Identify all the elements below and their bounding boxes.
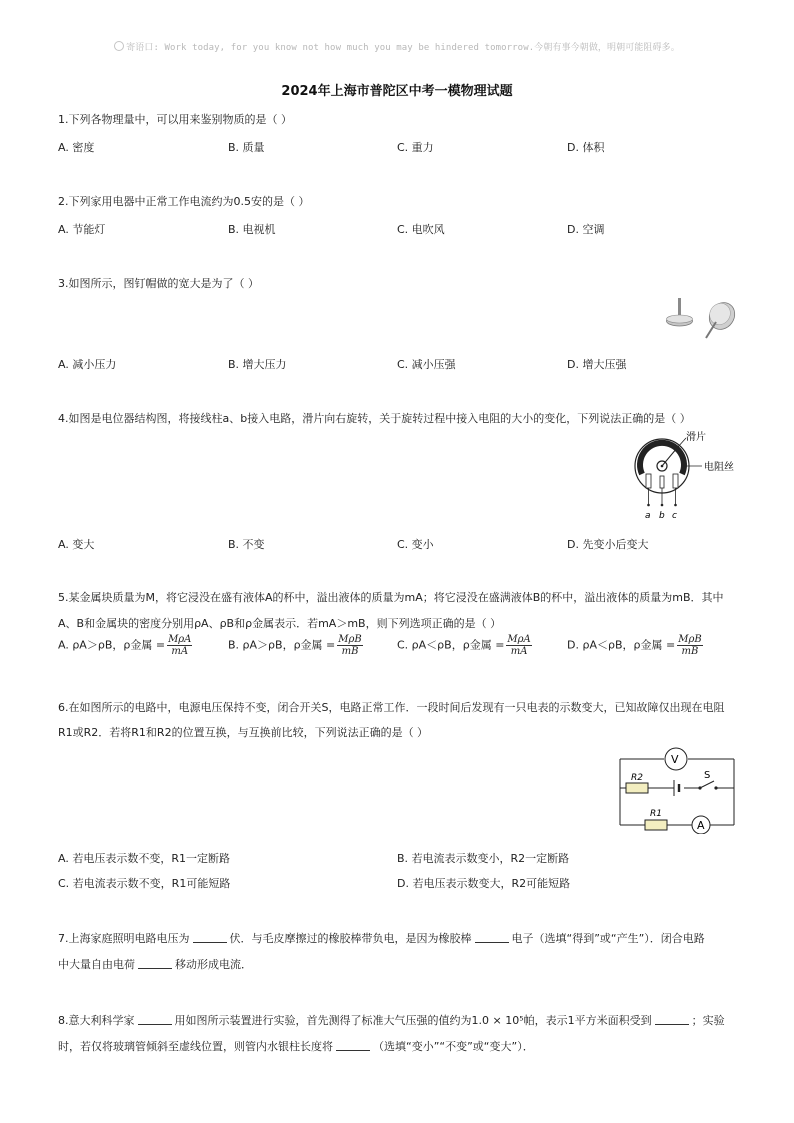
terminal-c-label: c [672, 511, 677, 521]
q5-option-a[interactable] [58, 634, 192, 657]
q1-option-c[interactable]: C. 重力 [397, 141, 434, 154]
resistor-r1-icon [645, 820, 667, 830]
fraction-denominator: mA [510, 646, 528, 657]
q1-option-b[interactable]: B. 质量 [228, 141, 265, 154]
fraction-denominator: mA [171, 646, 189, 657]
q6-stem-line2: R1或R2．若将R1和R2的位置互换，与互换前比较，下列说法正确的是（ ） [58, 726, 429, 739]
q2-stem: 2.下列家用电器中正常工作电流约为0.5安的是（ ） [58, 195, 310, 208]
thumbtack-figure [664, 294, 744, 344]
r2-label: R2 [631, 773, 643, 783]
q5-option-c-fraction [506, 634, 531, 657]
terminal-a-label: a [645, 511, 651, 521]
q7-line1 [58, 932, 738, 946]
q6-stem-line1: 6.在如图所示的电路中，电源电压保持不变，闭合开关S，电路正常工作．一段时间后发现有一只电表的示数变大，已知故障仅出现在电阻 [58, 701, 725, 714]
q5-option-b[interactable] [228, 634, 363, 657]
q7-blank-2[interactable] [475, 932, 509, 943]
q4-stem: 4.如图是电位器结构图，将接线柱a、b接入电路，滑片向右旋转，关于旋转过程中接入电阻的大小的变化，下列说法正确的是（ ） [58, 412, 691, 425]
q5-stem-line2: A、B和金属块的密度分别用ρA、ρB和ρ金属表示．若mA＞mB，则下列选项正确的是（ ） [58, 617, 502, 630]
resistor-r2-icon [626, 783, 648, 793]
q8-blank-2[interactable] [655, 1014, 689, 1025]
q3-option-b[interactable]: B. 增大压力 [228, 358, 287, 371]
q5-option-d-fraction [677, 634, 702, 657]
q5-option-d-label: D. ρA＜ρB，ρ金属 = [567, 638, 676, 652]
fraction-numerator: MρA [507, 634, 531, 645]
q2-option-d[interactable]: D. 空调 [567, 223, 605, 236]
q5-option-b-fraction [337, 634, 362, 657]
q8-line2 [58, 1040, 738, 1054]
q8-text-1: 8.意大利科学家 [58, 1014, 135, 1027]
q1-option-a[interactable]: A. 密度 [58, 141, 95, 154]
thumbtack-tilted-icon [704, 298, 740, 338]
q2-option-a[interactable]: A. 节能灯 [58, 223, 106, 236]
q4-option-c[interactable]: C. 变小 [397, 538, 434, 551]
q3-option-d[interactable]: D. 增大压强 [567, 358, 627, 371]
q6-option-b[interactable]: B. 若电流表示数变小，R2一定断路 [397, 852, 570, 865]
q6-option-d[interactable]: D. 若电压表示数变大，R2可能短路 [397, 877, 571, 890]
watermark-header [0, 40, 794, 53]
q5-option-b-label: B. ρA＞ρB，ρ金属 = [228, 638, 336, 652]
ammeter-label: A [697, 819, 705, 832]
q3-option-c[interactable]: C. 减小压强 [397, 358, 456, 371]
q7-blank-1[interactable] [193, 932, 227, 943]
q8-blank-1[interactable] [138, 1014, 172, 1025]
q3-stem: 3.如图所示，图钉帽做的宽大是为了（ ） [58, 277, 259, 290]
q4-option-a[interactable]: A. 变大 [58, 538, 95, 551]
watermark-text: 寄语口: Work today, for you know not how much you may be hindered tomorrow.今朝有事今朝做，明朝可能阻碍多。 [126, 43, 680, 53]
q7-text-1: 7.上海家庭照明电路电压为 [58, 932, 190, 945]
q3-option-a[interactable]: A. 减小压力 [58, 358, 117, 371]
q7-text-4: 中大量自由电荷 [58, 958, 135, 971]
q5-option-c-label: C. ρA＜ρB，ρ金属 = [397, 638, 505, 652]
q8-text-4: 时，若仅将玻璃管倾斜至虚线位置，则管内水银柱长度将 [58, 1040, 333, 1053]
fraction-numerator: MρB [678, 634, 702, 645]
terminal-b-label: b [659, 511, 665, 521]
q2-option-b[interactable]: B. 电视机 [228, 223, 276, 236]
q8-text-3: ；实验 [691, 1014, 725, 1027]
q6-option-a[interactable]: A. 若电压表示数不变，R1一定断路 [58, 852, 230, 865]
q8-text-2: 用如图所示装置进行实验，首先测得了标准大气压强的值约为1.0 × 10⁵帕，表示1平方米面积受到 [174, 1014, 652, 1027]
seal-icon [114, 41, 124, 51]
q4-option-d[interactable]: D. 先变小后变大 [567, 538, 649, 551]
q4-option-b[interactable]: B. 不变 [228, 538, 265, 551]
q1-stem: 1.下列各物理量中，可以用来鉴别物质的是（ ） [58, 113, 292, 126]
q7-text-2: 伏．与毛皮摩擦过的橡胶棒带负电，是因为橡胶棒 [229, 932, 472, 945]
page-title: 2024年上海市普陀区中考一模物理试题 [281, 84, 513, 99]
q7-blank-3[interactable] [138, 958, 172, 969]
q8-blank-3[interactable] [336, 1040, 370, 1051]
q5-option-a-fraction [167, 634, 192, 657]
thumbtack-side-icon [667, 298, 693, 326]
q7-text-3: 电子（选填“得到”或“产生”）．闭合电路 [511, 932, 705, 945]
circuit-figure [612, 740, 740, 834]
wire-label: 电阻丝 [704, 462, 734, 473]
q6-option-c[interactable]: C. 若电流表示数不变，R1可能短路 [58, 877, 231, 890]
q2-option-c[interactable]: C. 电吹风 [397, 223, 445, 236]
q5-option-a-label: A. ρA＞ρB，ρ金属 = [58, 638, 166, 652]
fraction-denominator: mB [341, 646, 359, 657]
q5-stem-line1: 5.某金属块质量为M，将它浸没在盛有液体A的杯中，溢出液体的质量为mA；将它浸没在盛满液体B的杯中，溢出液体的质量为mB．其中 [58, 591, 724, 604]
q8-text-5: （选填“变小”“不变”或“变大”）． [373, 1040, 534, 1053]
q8-line1 [58, 1014, 738, 1028]
fraction-numerator: MρB [338, 634, 362, 645]
r1-label: R1 [650, 809, 662, 819]
q7-line2 [58, 958, 738, 972]
fraction-numerator: MρA [168, 634, 192, 645]
q1-option-d[interactable]: D. 体积 [567, 141, 605, 154]
q5-option-d[interactable] [567, 634, 703, 657]
q7-text-5: 移动形成电流． [175, 958, 252, 971]
voltmeter-label: V [671, 753, 679, 766]
potentiometer-figure [628, 426, 740, 522]
switch-icon [698, 786, 701, 789]
q5-option-c[interactable] [397, 634, 532, 657]
slider-label: 滑片 [686, 432, 706, 443]
fraction-denominator: mB [681, 646, 699, 657]
switch-label: S [704, 770, 711, 781]
